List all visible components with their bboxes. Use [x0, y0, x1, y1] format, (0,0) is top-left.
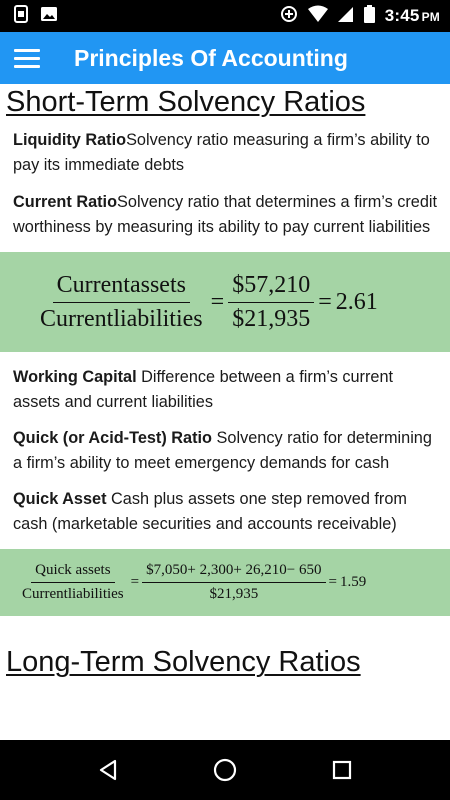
status-left-icons [12, 5, 58, 28]
formula-result: 2.61 [335, 288, 378, 315]
hamburger-menu-icon[interactable] [0, 32, 52, 84]
definition-liquidity-ratio [0, 128, 450, 178]
term-label: Liquidity Ratio [13, 131, 127, 149]
term-definition: Solvency ratio measuring a firm’s ability to pay its immediate debts [13, 131, 430, 174]
status-bar [0, 0, 450, 32]
term-definition: Difference between a firm’s current assets and current liabilities [13, 368, 394, 411]
section-heading-short-term: Short-Term Solvency Ratios [6, 86, 366, 118]
current-ratio-formula: $\frac{\text{Currentassets}}{\text{Currentliabilities}}$ = $\frac{\$57,210}{\$21,935}$ = 2.61 [36, 272, 378, 333]
formula-values-fraction: $\frac{\$7,050+ 2,300+ 26,210- 650}{\$21,935}$ [142, 562, 325, 603]
term-definition: Solvency ratio that determines a firm’s credit worthiness by measuring its ability to pay current liabilities [13, 193, 438, 236]
definition-quick-asset [0, 487, 450, 537]
current-ratio-formula-box [0, 252, 450, 352]
term-label: Working Capital [13, 368, 137, 386]
status-time: 3:45 PM [384, 6, 440, 25]
system-nav-bar [0, 740, 450, 800]
battery-icon [364, 5, 375, 28]
term-label: Quick (or Acid-Test) Ratio [13, 429, 213, 447]
term-definition: Solvency ratio for determining a firm’s ability to meet emergency demands for cash [13, 429, 432, 472]
app-title: Principles Of Accounting [74, 44, 348, 71]
term-label: Current Ratio [13, 193, 118, 211]
wifi-icon [308, 5, 328, 28]
back-icon[interactable] [84, 746, 132, 794]
term-definition: Cash plus assets one step removed from cash (marketable securities and accounts receivable) [13, 490, 407, 533]
quick-ratio-formula: $\frac{\text{Quick assets}}{\text{Currentliabilities}}$ = $\frac{\$7,050+ 2,300+ 26,210- 650}{\$21,935}$ = 1.59 [18, 562, 366, 603]
definition-quick-ratio [0, 426, 450, 476]
formula-fraction: $\frac{\text{Currentassets}}{\text{Currentliabilities}}$ [40, 271, 203, 332]
recents-icon[interactable] [318, 746, 366, 794]
section-heading-long-term: Long-Term Solvency Ratios [6, 646, 361, 678]
home-icon[interactable] [201, 746, 249, 794]
screen-recorder-icon [12, 5, 30, 28]
definition-current-ratio [0, 190, 450, 240]
data-saver-icon [280, 5, 298, 28]
term-label: Quick Asset [13, 490, 107, 508]
formula-fraction: $\frac{\text{Quick assets}}{\text{Currentliabilities}}$ [22, 562, 124, 602]
image-icon [40, 5, 58, 28]
app-bar [0, 32, 450, 84]
content-scroll-area[interactable] [0, 84, 450, 740]
status-right-icons [280, 5, 440, 28]
signal-icon [338, 5, 354, 28]
definition-working-capital [0, 365, 450, 415]
quick-ratio-formula-box [0, 549, 450, 616]
formula-result: 1.59 [339, 574, 367, 590]
formula-values-fraction: $\frac{\$57,210}{\$21,935}$ [228, 272, 314, 333]
